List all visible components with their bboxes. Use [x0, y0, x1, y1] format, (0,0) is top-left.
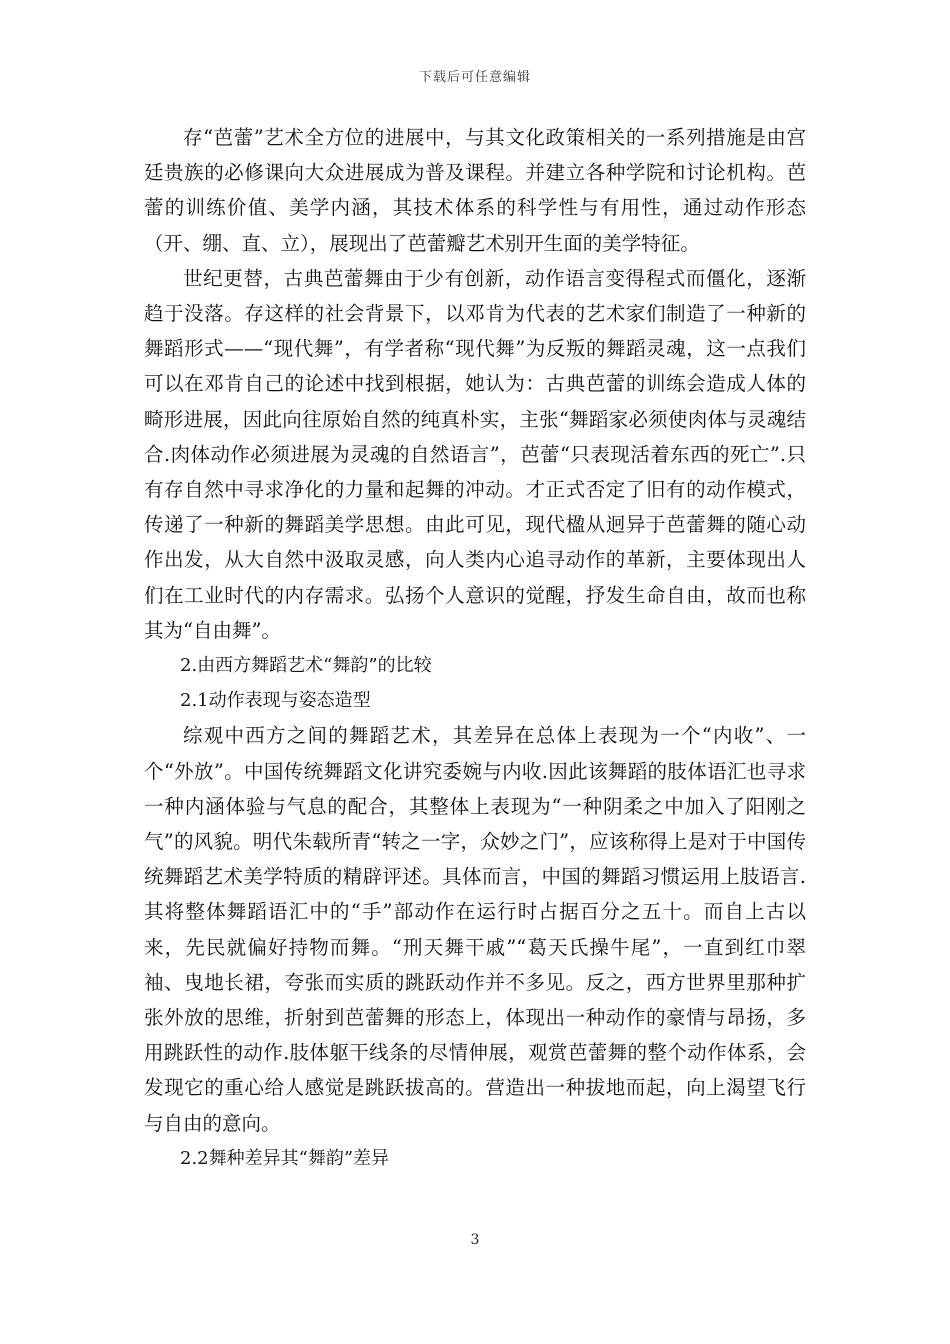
section-heading-2-2: 2.2舞种差异其“舞韵”差异: [180, 1147, 390, 1169]
section-heading-2-1: 2.1动作表现与姿态造型: [180, 690, 371, 712]
page-number: 3: [470, 1232, 480, 1248]
page-header: 下载后可任意编辑: [418, 70, 531, 85]
paragraph-modern-dance: 世纪更替，古典芭蕾舞由于少有创新，动作语言变得程式而僵化，逐渐趋于没落。存这样的社会背景下，以邓肯为代表的艺术家们制造了一种新的舞蹈形式——“现代舞”，有学者称“现代舞”为反叛的舞蹈灵魂，这一点我们可以在邓肯自己的论述中找到根据，她认为：古典芭蕾的训练会造成人体的畸形进展，因此向往原始自然的纯真朴实，主张“舞蹈家必须使肉体与灵魂结合.肉体动作必须进展为灵魂的自然语言”，芭蕾“只表现活着东西的死亡”.只有存自然中寻求净化的力量和起舞的冲动。才正式否定了旧有的动作模式，传递了一种新的舞蹈美学思想。由此可见，现代楹从迥异于芭蕾舞的随心动作出发，从大自然中汲取灵感，向人类内心追寻动作的革新，主要体现出人们在工业时代的内存需求。弘扬个人意识的觉醒，抒发生命自由，故而也称其为“自由舞”。: [144, 266, 806, 642]
paragraph-movement-comparison: 综观中西方之间的舞蹈艺术，其差异在总体上表现为一个“内收”、一个“外放”。中国传统舞蹈文化讲究委婉与内收.因此该舞蹈的肢体语汇也寻求一种内涵体验与气息的配合，其整体上表现为“一种阴柔之中加入了阳刚之气”的风貌。明代朱载所青“转之一字，众妙之门”，应该称得上是对于中国传统舞蹈艺术美学特质的精辟评述。具体而言，中国的舞蹈习惯运用上肢语言.其将整体舞蹈语汇中的“手”部动作在运行时占据百分之五十。而自上古以来，先民就偏好持物而舞。“刑天舞干戚”“葛天氏操牛尾”，一直到红巾翠袖、曳地长裙，夸张而实质的跳跃动作并不多见。反之，西方世界里那种扩张外放的思维，折射到芭蕾舞的形态上，体现出一种动作的豪情与昂扬，多用跳跃性的动作.肢体躯干线条的尽情伸展，观赏芭蕾舞的整个动作体系，会发现它的重心给人感觉是跳跃拔高的。营造出一种拔地而起，向上渴望飞行与自由的意向。: [144, 724, 806, 1135]
paragraph-ballet-development: 存“芭蕾”艺术全方位的进展中，与其文化政策相关的一系列措施是由宫廷贵族的必修课向大众进展成为普及课程。并建立各种学院和讨论机构。芭蕾的训练价值、美学内涵，其技术体系的科学性与有用性，通过动作形态（开、绷、直、立），展现出了芭蕾瓣艺术别开生面的美学特征。: [144, 126, 806, 255]
document-body: [144, 120, 806, 1176]
section-heading-2: 2.由西方舞蹈艺术“舞韵”的比较: [180, 655, 432, 677]
